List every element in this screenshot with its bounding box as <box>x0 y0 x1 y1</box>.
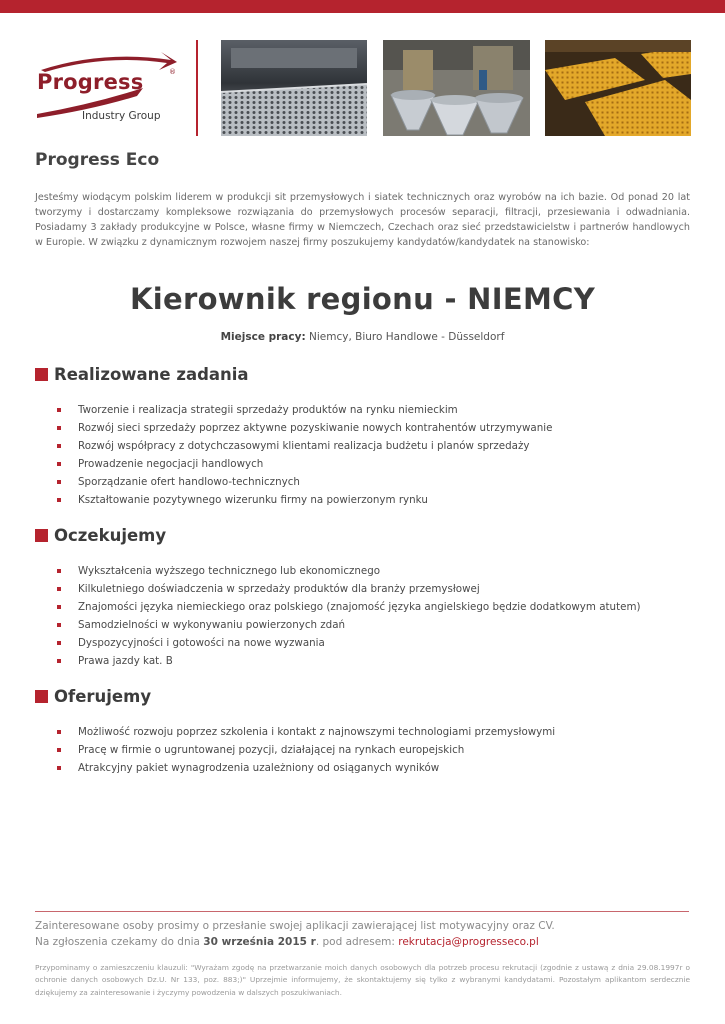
company-name: Progress Eco <box>35 150 160 170</box>
list-item: Kilkuletniego doświadczenia w sprzedaży produktów dla branży przemysłowej <box>57 580 641 598</box>
footer-divider <box>35 911 689 912</box>
bullet-icon <box>57 766 61 770</box>
bullet-icon <box>57 623 61 627</box>
recruitment-email-link[interactable]: rekrutacja@progresseco.pl <box>398 936 539 948</box>
bullet-icon <box>57 408 61 412</box>
bullet-icon <box>57 462 61 466</box>
logo-subtitle: Industry Group <box>82 110 161 122</box>
bullet-icon <box>57 498 61 502</box>
section-marker-icon <box>35 690 48 703</box>
bullet-icon <box>57 569 61 573</box>
location-label: Miejsce pracy: <box>220 331 306 343</box>
section-tasks-title: Realizowane zadania <box>54 365 249 384</box>
job-location <box>0 331 725 343</box>
section-offer-heading <box>35 687 151 706</box>
list-item: Dyspozycyjności i gotowości na nowe wyzwania <box>57 634 641 652</box>
bullet-icon <box>57 426 61 430</box>
list-item: Atrakcyjny pakiet wynagrodzenia uzależniony od osiąganych wyników <box>57 759 555 777</box>
yellow-panels-photo <box>545 40 691 136</box>
bullet-icon <box>57 748 61 752</box>
perforated-sheet-photo <box>221 40 367 136</box>
footer-legal-clause: Przypominamy o zamieszczeniu klauzuli: "Wyrażam zgodę na przetwarzanie moich danych osobowych dla potrzeb procesu rekrutacji (zgodnie z ustawą z dnia 29.08.1997r o ochronie danych osobowych Dz.U. Nr 133, poz. 883;)" Uprzejmie informujemy, że skontaktujemy się tylko z wybranymi kandydatami. Pozostałym aplikantom serdecznie dziękujemy za zainteresowanie i życzymy powodzenia w dalszych poszukiwaniach. <box>35 963 690 997</box>
company-intro: Jesteśmy wiodącym polskim liderem w produkcji sit przemysłowych i siatek technicznych oraz wyrobów na ich bazie. Od ponad 20 lat tworzymy i dostarczamy kompleksowe rozwiązania do przemysłowych procesów separacji, filtracji, przesiewania i odwadniania. Posiadamy 3 zakłady produkcyjne w Polsce, własne firmy w Niemczech, Czechach oraz sieć przedstawicielstw i partnerów handlowych w Europie. W związku z dynamicznym rozwojem naszej firmy poszukujemy kandydatów/kandydatek na stanowisko: <box>35 192 690 248</box>
header-divider <box>196 40 198 136</box>
expect-list <box>57 562 641 670</box>
section-marker-icon <box>35 368 48 381</box>
deadline-date: 30 września 2015 r <box>203 936 316 948</box>
list-item: Rozwój współpracy z dotychczasowymi klientami realizacja budżetu i planów sprzedaży <box>57 437 552 455</box>
bullet-icon <box>57 480 61 484</box>
section-marker-icon <box>35 529 48 542</box>
job-title: Kierownik regionu - NIEMCY <box>130 282 595 316</box>
company-logo <box>33 52 178 127</box>
list-item: Znajomości języka niemieckiego oraz polskiego (znajomość języka angielskiego będzie dodatkowym atutem) <box>57 598 641 616</box>
list-item: Rozwój sieci sprzedaży poprzez aktywne pozyskiwanie nowych kontrahentów utrzymywanie <box>57 419 552 437</box>
section-expect-heading <box>35 526 166 545</box>
sieve-cones-photo <box>383 40 530 136</box>
location-value: Niemcy, Biuro Handlowe - Düsseldorf <box>305 331 505 343</box>
logo-registered-mark: ® <box>169 68 176 76</box>
list-item: Samodzielności w wykonywaniu powierzonych zdań <box>57 616 641 634</box>
section-offer-title: Oferujemy <box>54 687 152 706</box>
footer-deadline: Na zgłoszenia czekamy do dnia 30 września 2015 r. pod adresem: rekrutacja@progresseco.pl <box>35 936 539 948</box>
tasks-list <box>57 401 552 509</box>
section-tasks-heading <box>35 365 249 384</box>
bullet-icon <box>57 641 61 645</box>
logo-wordmark: Progress <box>37 70 144 94</box>
footer-application-note: Zainteresowane osoby prosimy o przesłanie swojej aplikacji zawierającej list motywacyjny oraz CV. <box>35 920 555 932</box>
bullet-icon <box>57 444 61 448</box>
top-accent-bar <box>0 0 725 13</box>
bullet-icon <box>57 659 61 663</box>
list-item: Wykształcenia wyższego technicznego lub ekonomicznego <box>57 562 641 580</box>
offer-list <box>57 723 555 777</box>
list-item: Kształtowanie pozytywnego wizerunku firmy na powierzonym rynku <box>57 491 552 509</box>
list-item: Sporządzanie ofert handlowo-technicznych <box>57 473 552 491</box>
section-expect-title: Oczekujemy <box>54 526 167 545</box>
bullet-icon <box>57 587 61 591</box>
list-item: Możliwość rozwoju poprzez szkolenia i kontakt z najnowszymi technologiami przemysłowymi <box>57 723 555 741</box>
list-item: Prowadzenie negocjacji handlowych <box>57 455 552 473</box>
bullet-icon <box>57 605 61 609</box>
list-item: Pracę w firmie o ugruntowanej pozycji, działającej na rynkach europejskich <box>57 741 555 759</box>
bullet-icon <box>57 730 61 734</box>
list-item: Tworzenie i realizacja strategii sprzedaży produktów na rynku niemieckim <box>57 401 552 419</box>
list-item: Prawa jazdy kat. B <box>57 652 641 670</box>
